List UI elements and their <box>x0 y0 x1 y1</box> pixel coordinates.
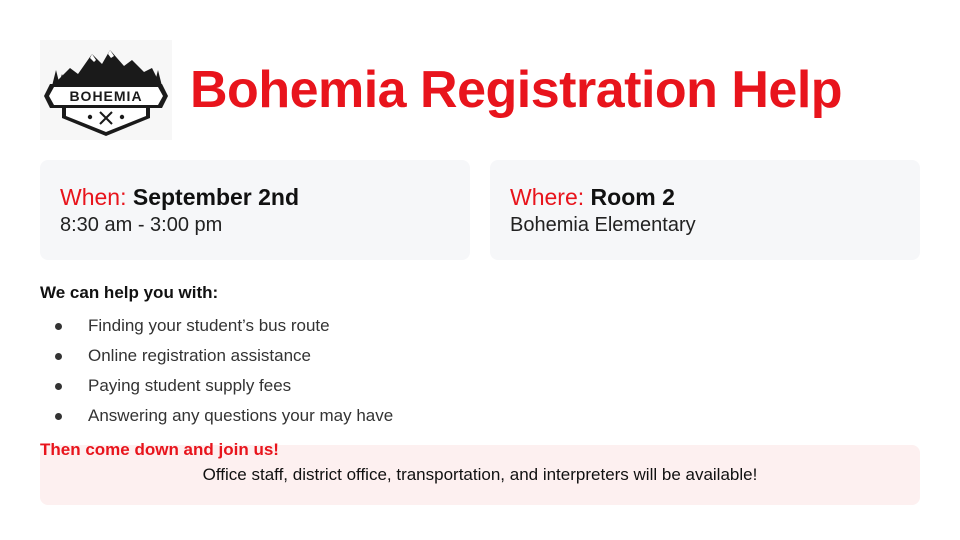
when-detail: 8:30 am - 3:00 pm <box>60 214 223 236</box>
bullet-icon <box>55 323 62 330</box>
list-item <box>40 372 393 402</box>
bullet-icon <box>55 413 62 420</box>
where-card <box>490 160 920 260</box>
bullet-icon <box>55 383 62 390</box>
bullet-icon <box>55 353 62 360</box>
page-title: Bohemia Registration Help <box>190 61 843 119</box>
help-heading: We can help you with: <box>40 283 219 302</box>
bohemia-logo <box>40 40 172 140</box>
list-item-text: Online registration assistance <box>88 346 312 365</box>
logo-text: BOHEMIA <box>69 88 143 104</box>
list-item <box>40 312 393 342</box>
list-item-text: Finding your student’s bus route <box>88 316 330 335</box>
where-label: Where: <box>510 184 585 210</box>
cta-text: Office staff, district office, transportation, and interpreters will be available! <box>202 465 758 484</box>
help-list <box>40 312 393 432</box>
list-item-text: Paying student supply fees <box>88 376 292 395</box>
when-value: September 2nd <box>132 184 300 210</box>
where-value: Room 2 <box>590 184 675 210</box>
where-detail: Bohemia Elementary <box>510 214 696 236</box>
list-item <box>40 402 393 432</box>
when-line <box>60 182 450 212</box>
when-card <box>40 160 470 260</box>
cta-heading: Then come down and join us! <box>40 440 279 459</box>
when-label: When: <box>60 184 127 210</box>
mountain-badge-logo-icon <box>40 40 172 140</box>
list-item <box>40 342 393 372</box>
list-item-text: Answering any questions your may have <box>88 406 394 425</box>
where-line <box>510 182 900 212</box>
